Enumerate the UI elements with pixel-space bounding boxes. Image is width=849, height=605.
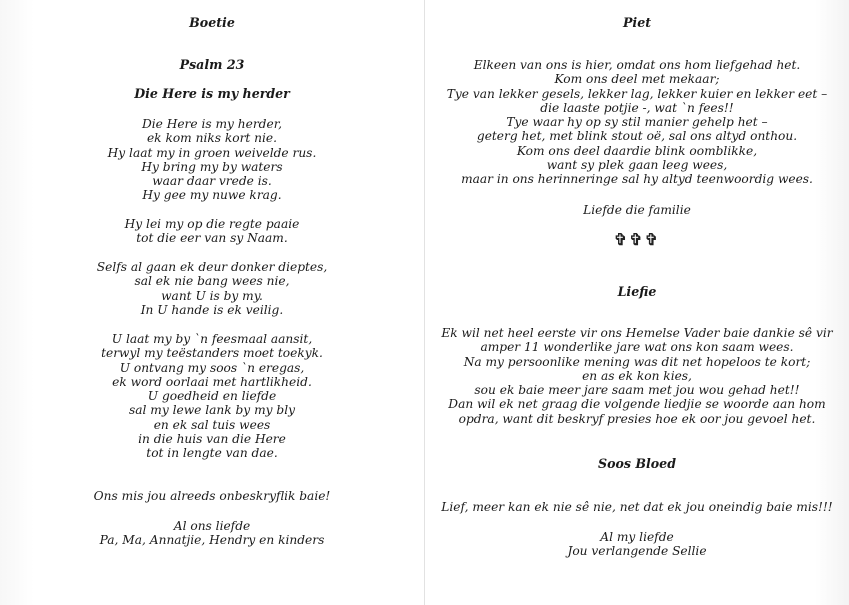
tribute-line: en as ek kon kies, bbox=[582, 368, 692, 383]
tribute-line: Tye waar hy op sy stil manier gehelp het – bbox=[506, 115, 768, 130]
verse-line: ek word oorlaai met hartlikheid. bbox=[112, 374, 312, 389]
liefie-header: Liefie bbox=[617, 284, 657, 299]
tribute-line: die laaste potjie -, wat `n fees!! bbox=[540, 100, 734, 115]
verse-line: ek kom niks kort nie. bbox=[146, 131, 278, 146]
cross-icon: ✞✞✞ bbox=[613, 230, 661, 249]
psalm-title: Psalm 23 bbox=[179, 57, 245, 72]
psalm-stanza-2 bbox=[0, 217, 424, 246]
liefie-signoff bbox=[425, 530, 849, 559]
verse-line: en ek sal tuis wees bbox=[153, 417, 271, 432]
tribute-line: opdra, want dit beskryf presies hoe ek oor jou gevoel het. bbox=[458, 411, 816, 426]
song-line: Lief, meer kan ek nie sê nie, net dat ek jou oneindig baie mis!!! bbox=[441, 500, 833, 514]
verse-line: Hy lei my op die regte paaie bbox=[124, 217, 300, 231]
signoff-line: Jou verlangende Sellie bbox=[567, 544, 707, 559]
verse-line: In U hande is ek veilig. bbox=[140, 302, 284, 317]
signoff-line: Pa, Ma, Annatjie, Hendry en kinders bbox=[99, 533, 325, 548]
verse-line: Hy bring my by waters bbox=[141, 159, 283, 174]
piet-tribute bbox=[425, 58, 849, 187]
left-signoff bbox=[0, 519, 424, 548]
left-message: Ons mis jou alreeds onbeskryflik baie! bbox=[93, 489, 331, 503]
signoff-line: Al my liefde bbox=[600, 530, 674, 544]
verse-line: tot die eer van sy Naam. bbox=[136, 231, 288, 246]
verse-line: Die Here is my herder, bbox=[141, 117, 283, 131]
tribute-line: Na my persoonlike mening was dit net hopeloos te kort; bbox=[463, 354, 811, 369]
verse-line: Hy laat my in groen weivelde rus. bbox=[107, 145, 317, 160]
verse-line: in die huis van die Here bbox=[138, 432, 286, 447]
tribute-line: Tye van lekker gesels, lekker lag, lekker kuier en lekker eet – bbox=[446, 86, 828, 101]
tribute-line: Kom ons deel met mekaar; bbox=[554, 72, 720, 87]
verse-line: want U is by my. bbox=[161, 288, 263, 303]
verse-line: waar daar vrede is. bbox=[152, 174, 272, 189]
verse-line: sal my lewe lank by my bly bbox=[129, 403, 295, 418]
verse-line: sal ek nie bang wees nie, bbox=[134, 274, 290, 289]
tribute-line: sou ek baie meer jare saam met jou wou gehad het!! bbox=[474, 383, 800, 398]
psalm-stanza-4 bbox=[0, 332, 424, 461]
psalm-subtitle: Die Here is my herder bbox=[134, 86, 290, 101]
psalm-stanza-3 bbox=[0, 260, 424, 317]
verse-line: Selfs al gaan ek deur donker dieptes, bbox=[96, 260, 328, 274]
liefie-tribute bbox=[425, 326, 849, 426]
tribute-line: Kom ons deel daardie blink oomblikke, bbox=[516, 143, 758, 158]
song-title: Soos Bloed bbox=[597, 456, 677, 471]
verse-line: U laat my by `n feesmaal aansit, bbox=[111, 332, 313, 346]
tribute-line: Ek wil net heel eerste vir ons Hemelse Vader baie dankie sê vir bbox=[441, 326, 833, 340]
verse-line: U ontvang my soos `n eregas, bbox=[119, 360, 305, 375]
verse-line: tot in lengte van dae. bbox=[146, 446, 278, 461]
tribute-line: Elkeen van ons is hier, omdat ons hom liefgehad het. bbox=[473, 58, 801, 72]
tribute-line: amper 11 wonderlike jare wat ons kon saam wees. bbox=[480, 340, 794, 355]
left-header: Boetie bbox=[189, 15, 235, 30]
signoff-line: Al ons liefde bbox=[173, 519, 251, 533]
tribute-line: maar in ons herinneringe sal hy altyd teenwoordig wees. bbox=[461, 172, 813, 187]
verse-line: U goedheid en liefde bbox=[147, 389, 277, 404]
tribute-line: Dan wil ek net graag die volgende liedjie se woorde aan hom bbox=[448, 397, 826, 412]
verse-line: terwyl my teëstanders moet toekyk. bbox=[101, 346, 323, 361]
psalm-stanza-1 bbox=[0, 117, 424, 203]
tribute-line: want sy plek gaan leeg wees, bbox=[546, 158, 728, 173]
piet-signoff: Liefde die familie bbox=[583, 203, 691, 217]
verse-line: Hy gee my nuwe krag. bbox=[142, 188, 282, 203]
right-header: Piet bbox=[622, 15, 652, 30]
tribute-line: geterg het, met blink stout oë, sal ons altyd onthou. bbox=[476, 129, 798, 144]
